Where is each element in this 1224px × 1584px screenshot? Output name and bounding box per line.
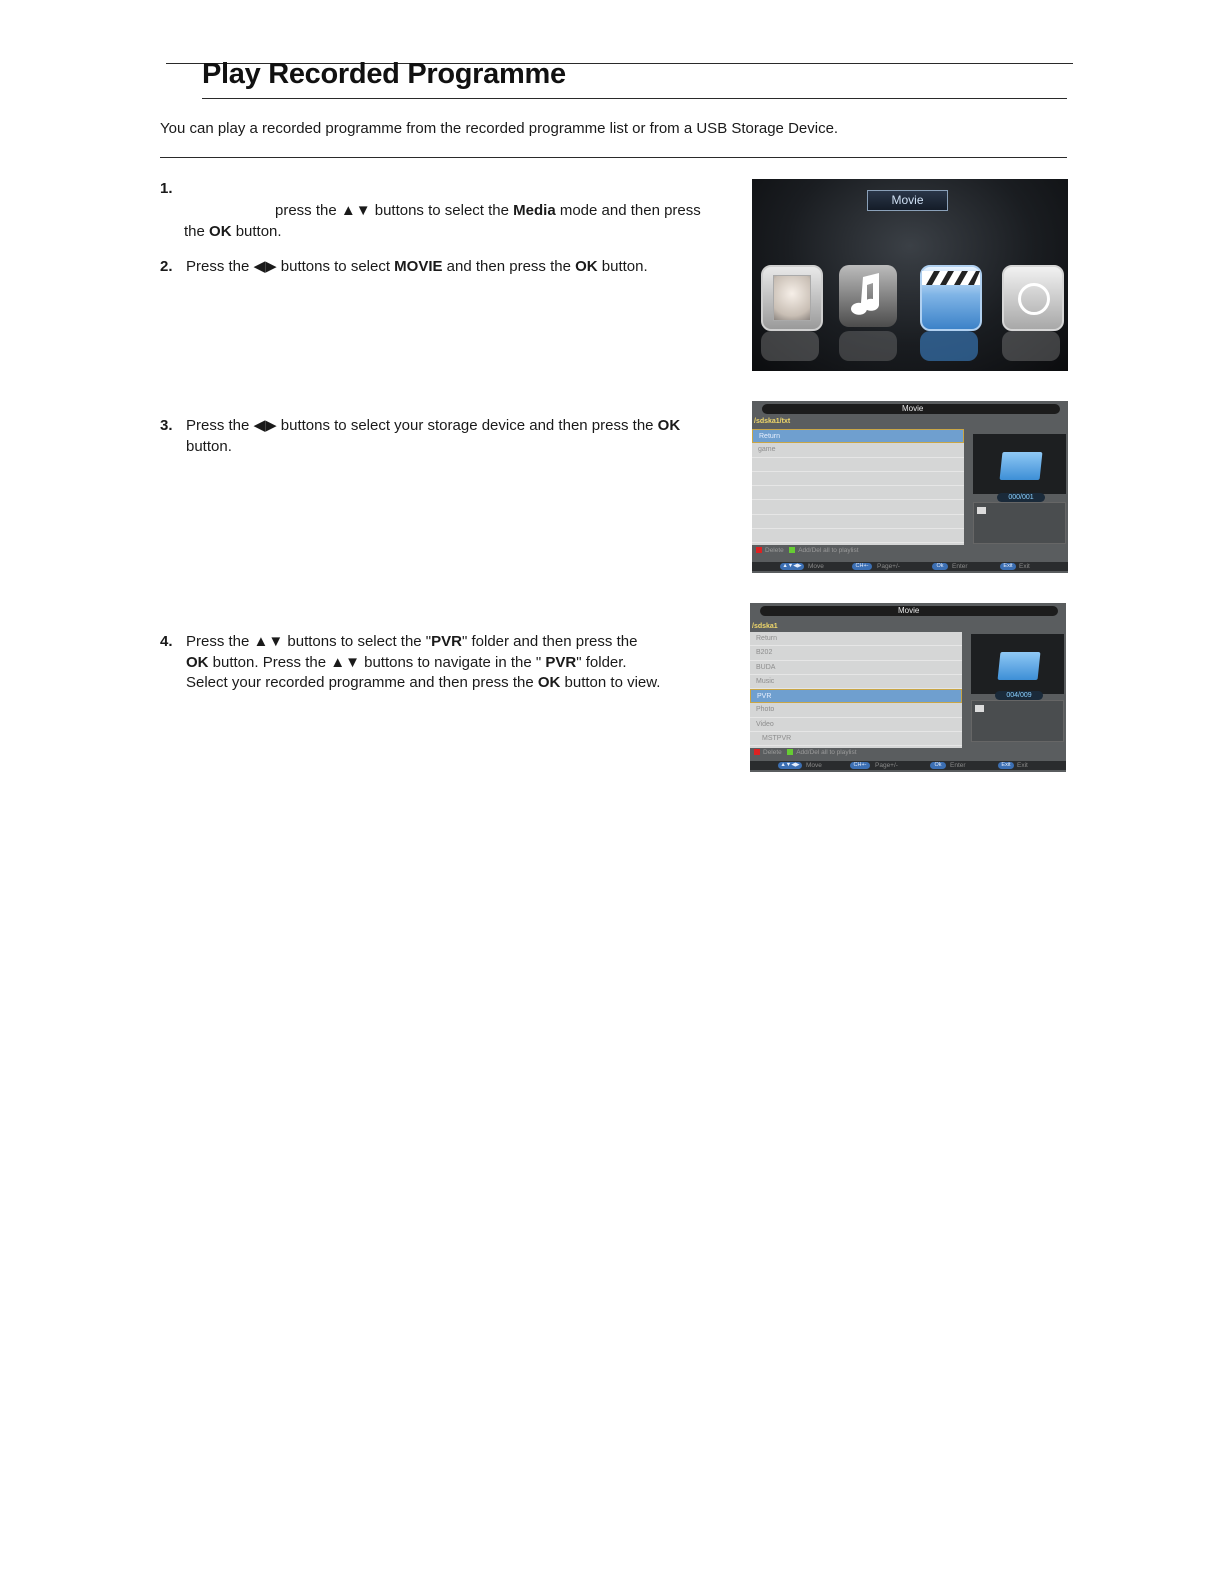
folder-icon — [998, 652, 1041, 680]
footer-bar — [750, 761, 1066, 770]
move-key: ▲▼◀▶ — [778, 762, 802, 769]
intro-divider — [160, 157, 1067, 158]
step-3-text: button. — [186, 438, 232, 455]
step-4-text: button. Press the ▲▼ buttons to navigate in the " — [208, 654, 546, 671]
step-2-text: button. — [597, 258, 648, 275]
step-4-pvr-keyword: PVR — [545, 654, 577, 671]
step-4-pvr-keyword: PVR — [431, 633, 462, 650]
step-3-text: Press the ◀▶ buttons to select your storage device and then press the — [186, 417, 658, 434]
screen-title: Movie — [898, 606, 920, 615]
enter-hint: Enter — [952, 563, 968, 570]
exit-hint: Exit — [1017, 762, 1028, 769]
step-2-ok-keyword: OK — [575, 258, 598, 275]
delete-hint: Delete — [763, 749, 782, 756]
list-item[interactable]: Photo — [750, 703, 962, 717]
list-item-pvr[interactable]: PVR — [750, 689, 962, 703]
list-item[interactable]: Return — [752, 429, 964, 443]
file-list — [750, 632, 962, 748]
list-item[interactable]: MSTPVR — [750, 732, 962, 746]
file-info-icon — [977, 507, 986, 514]
step-3-ok-keyword: OK — [657, 417, 681, 434]
delete-hint: Delete — [765, 547, 784, 554]
help-row — [756, 547, 859, 554]
step-4-text: Press the ▲▼ buttons to select the " — [186, 633, 432, 650]
list-item[interactable]: Music — [750, 675, 962, 689]
movie-icon — [920, 265, 982, 331]
intro-text: You can play a recorded programme from the recorded programme list or from a USB Storage Device. — [160, 120, 839, 137]
page-hint: Page+/- — [875, 762, 898, 769]
help-row — [754, 749, 857, 756]
list-item[interactable]: game — [752, 443, 964, 457]
photo-icon — [761, 265, 823, 331]
music-icon — [839, 265, 897, 327]
step-1-number: 1. — [160, 180, 173, 197]
exit-hint: Exit — [1019, 563, 1030, 570]
step-1-ok-keyword: OK — [209, 223, 232, 240]
info-pane — [973, 502, 1066, 544]
step-4-line-1 — [186, 631, 637, 652]
move-key: ▲▼◀▶ — [780, 563, 804, 570]
step-4-text: " folder. — [576, 654, 627, 671]
enter-hint: Enter — [950, 762, 966, 769]
media-mode-label: Movie — [867, 190, 948, 211]
step-4-line-2 — [186, 652, 627, 673]
exit-key: Exit — [998, 762, 1014, 769]
folder-icon — [1000, 452, 1043, 480]
move-hint: Move — [806, 762, 822, 769]
title-underline — [202, 98, 1067, 99]
pvr-list-screenshot — [750, 603, 1066, 772]
enter-key: Ok — [930, 762, 946, 769]
file-list — [752, 429, 964, 545]
step-3-number: 3. — [160, 417, 173, 434]
playlist-hint: Add/Del all to playlist — [796, 749, 857, 756]
step-4-text: " folder and then press the — [461, 633, 638, 650]
step-3-line-2 — [186, 436, 232, 457]
screen-title: Movie — [902, 404, 924, 413]
step-4-ok-keyword: OK — [186, 654, 209, 671]
step-1-text: button. — [231, 223, 282, 240]
step-4-number: 4. — [160, 633, 173, 650]
step-2-text: Press the ◀▶ buttons to select — [186, 258, 395, 275]
step-2-movie-keyword: MOVIE — [394, 258, 443, 275]
playlist-hint: Add/Del all to playlist — [798, 547, 859, 554]
step-2-number: 2. — [160, 258, 173, 275]
page-title: Play Recorded Programme — [202, 58, 566, 90]
item-counter: 000/001 — [997, 493, 1045, 502]
step-2-text: and then press the — [442, 258, 576, 275]
enter-key: Ok — [932, 563, 948, 570]
media-menu-screenshot — [752, 179, 1068, 371]
list-item[interactable]: Video — [750, 718, 962, 732]
item-counter: 004/009 — [995, 691, 1043, 700]
step-1-line-2 — [184, 221, 282, 242]
move-hint: Move — [808, 563, 824, 570]
list-item[interactable]: B202 — [750, 646, 962, 660]
step-3-line-1 — [186, 415, 680, 436]
page-key: CH+- — [852, 563, 872, 570]
step-2-line-1 — [186, 256, 648, 277]
path-label: /sdska1/txt — [754, 418, 791, 425]
list-item[interactable]: BUDA — [750, 661, 962, 675]
step-1-line-1 — [275, 200, 701, 221]
page-key: CH+- — [850, 762, 870, 769]
step-1-media-keyword: Media — [513, 202, 556, 219]
text-icon — [1002, 265, 1064, 331]
step-1-text: the — [184, 223, 210, 240]
storage-list-screenshot — [752, 401, 1068, 573]
step-4-text: Select your recorded programme and then press the — [186, 674, 538, 691]
preview-pane — [973, 434, 1066, 494]
list-item[interactable]: Return — [750, 632, 962, 646]
page-hint: Page+/- — [877, 563, 900, 570]
step-1-text: mode and then press — [555, 202, 701, 219]
footer-bar — [752, 562, 1068, 571]
step-1-text: press the ▲▼ buttons to select the — [275, 202, 514, 219]
step-4-ok-keyword: OK — [537, 674, 561, 691]
path-label: /sdska1 — [752, 623, 778, 630]
step-4-line-3 — [186, 672, 660, 693]
step-4-text: button to view. — [560, 674, 661, 691]
exit-key: Exit — [1000, 563, 1016, 570]
info-pane — [971, 700, 1064, 742]
preview-pane — [971, 634, 1064, 694]
file-info-icon — [975, 705, 984, 712]
